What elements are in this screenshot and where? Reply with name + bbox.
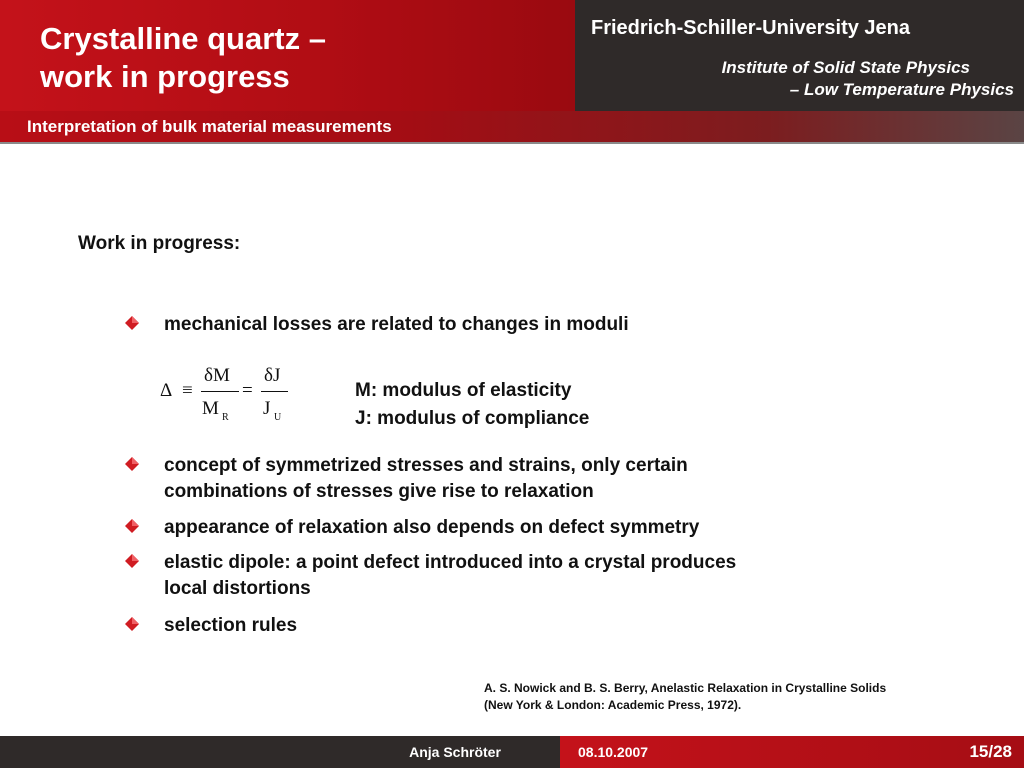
footer-author: Anja Schröter	[409, 744, 501, 760]
bullet-item	[125, 515, 699, 541]
formula-equals: =	[242, 380, 253, 401]
bullet-text: elastic dipole: a point defect introduced into a crystal produces local distortions	[164, 552, 737, 599]
bullet-text: selection rules	[164, 615, 298, 636]
institute-line2: – Low Temperature Physics	[789, 80, 1014, 99]
institute-name	[594, 57, 1014, 101]
institute-line1: Institute of Solid State Physics	[721, 58, 970, 77]
formula-den2: J	[263, 398, 271, 419]
university-name: Friedrich-Schiller-University Jena	[591, 17, 911, 39]
bullet-text: mechanical losses are related to changes in moduli	[164, 314, 629, 335]
citation-line2: (New York & London: Academic Press, 1972).	[484, 698, 742, 712]
definition-j: J: modulus of compliance	[355, 408, 590, 429]
formula-equiv: ≡	[182, 380, 193, 401]
formula-fraction-line-1	[201, 391, 239, 392]
red-diamond-bullet-icon	[125, 519, 139, 533]
bullet-item	[125, 550, 825, 602]
formula-num2: δJ	[264, 365, 281, 386]
slide-subtitle: Interpretation of bulk material measurements	[27, 117, 392, 136]
slide-footer	[0, 736, 1024, 768]
modulus-definitions	[355, 377, 589, 433]
red-diamond-bullet-icon	[125, 457, 139, 471]
bullet-item	[125, 453, 825, 505]
intro-heading: Work in progress:	[78, 233, 241, 254]
red-diamond-bullet-icon	[125, 617, 139, 631]
formula-delta: Δ	[160, 380, 173, 401]
bullet-item	[125, 312, 629, 338]
formula-fraction-line-2	[261, 391, 288, 392]
footer-date: 08.10.2007	[578, 744, 649, 760]
formula-den1: M	[202, 398, 219, 419]
subtitle-bar	[0, 111, 1024, 144]
formula-den2-sub: U	[274, 412, 282, 423]
slide-title-line2: work in progress	[40, 59, 290, 94]
slide-title	[40, 20, 326, 96]
page-number: 15/28	[969, 742, 1012, 761]
citation-line1: A. S. Nowick and B. S. Berry, Anelastic Relaxation in Crystalline Solids	[484, 681, 887, 695]
citation	[484, 680, 886, 714]
slide-title-line1: Crystalline quartz –	[40, 21, 326, 56]
header-title-panel	[0, 0, 575, 111]
formula-num1: δM	[204, 365, 230, 386]
red-diamond-bullet-icon	[125, 316, 139, 330]
bullet-text: appearance of relaxation also depends on defect symmetry	[164, 517, 700, 538]
definition-m: M: modulus of elasticity	[355, 380, 572, 401]
formula-den1-sub: R	[222, 412, 229, 423]
loss-formula	[160, 362, 300, 426]
bullet-item	[125, 613, 297, 639]
bullet-text: concept of symmetrized stresses and strains, only certain combinations of stresses give rise to relaxation	[164, 455, 688, 502]
red-diamond-bullet-icon	[125, 554, 139, 568]
slide-header	[0, 0, 1024, 136]
